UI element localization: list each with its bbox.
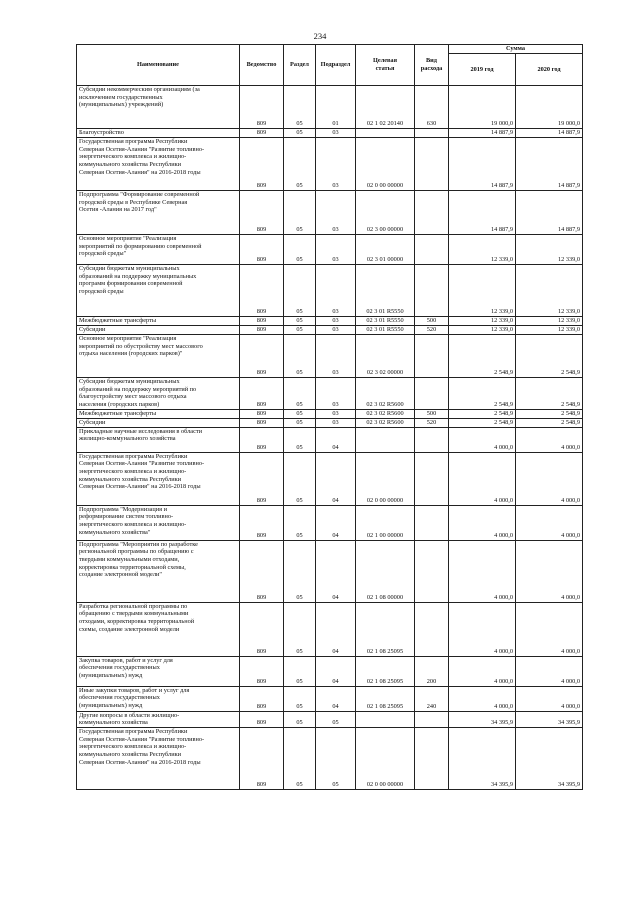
table-row [77, 427, 583, 452]
row-name: Субсидии [77, 418, 240, 427]
row-department: 809 [240, 265, 284, 317]
row-sum-2019: 34 395,9 [449, 711, 516, 727]
table-row [77, 409, 583, 418]
row-name: Подпрограмма "Мероприятия по разработке региональной программы по обращению с твердыми коммунальными отходами, корректировка территориальной схемы, создание электронной модели" [77, 540, 240, 602]
row-target-article: 02 3 02 00000 [356, 335, 415, 378]
row-sum-2019: 4 000,0 [449, 686, 516, 711]
row-subsection: 03 [316, 409, 356, 418]
row-sum-2020: 2 548,9 [516, 378, 583, 410]
row-sum-2020: 34 395,9 [516, 711, 583, 727]
header-sum: Сумма [449, 45, 583, 54]
row-target-article: 02 0 00 00000 [356, 452, 415, 505]
row-sum-2020: 4 000,0 [516, 452, 583, 505]
page-number: 234 [313, 31, 327, 41]
row-name: Межбюджетные трансферты [77, 317, 240, 326]
row-target-article: 02 1 00 00000 [356, 505, 415, 540]
table-row [77, 86, 583, 129]
row-target-article: 02 3 01 R5550 [356, 265, 415, 317]
row-section: 05 [284, 686, 316, 711]
row-name: Государственная программа Республики Северная Осетия-Алания "Развитие топливно- энергетического комплекса и жилищно- коммунального хозяйства Республики Северная Осетия-Алания" на 2016-2018 годы [77, 452, 240, 505]
table-row [77, 540, 583, 602]
row-expense-type: 630 [415, 86, 449, 129]
row-target-article: 02 3 01 R5550 [356, 326, 415, 335]
row-department: 809 [240, 540, 284, 602]
row-expense-type [415, 602, 449, 656]
row-sum-2020: 4 000,0 [516, 427, 583, 452]
table-row [77, 505, 583, 540]
row-expense-type [415, 335, 449, 378]
row-department: 809 [240, 418, 284, 427]
row-subsection: 03 [316, 418, 356, 427]
header-name: Наименование [77, 45, 240, 86]
row-sum-2020: 12 339,0 [516, 326, 583, 335]
row-expense-type [415, 711, 449, 727]
row-sum-2019: 4 000,0 [449, 602, 516, 656]
row-sum-2019: 2 548,9 [449, 409, 516, 418]
row-target-article: 02 0 00 00000 [356, 728, 415, 790]
row-sum-2020: 14 887,9 [516, 138, 583, 191]
row-department: 809 [240, 656, 284, 686]
table-row [77, 235, 583, 265]
row-section: 05 [284, 129, 316, 138]
row-target-article: 02 1 08 00000 [356, 540, 415, 602]
row-section: 05 [284, 656, 316, 686]
row-department: 809 [240, 728, 284, 790]
row-target-article: 02 3 00 00000 [356, 191, 415, 235]
row-expense-type [415, 191, 449, 235]
row-sum-2020: 4 000,0 [516, 540, 583, 602]
row-section: 05 [284, 602, 316, 656]
row-department: 809 [240, 452, 284, 505]
row-department: 809 [240, 409, 284, 418]
row-sum-2020: 4 000,0 [516, 656, 583, 686]
row-subsection: 03 [316, 378, 356, 410]
row-sum-2020: 14 887,9 [516, 191, 583, 235]
row-sum-2019: 4 000,0 [449, 656, 516, 686]
table-row [77, 335, 583, 378]
table-row [77, 711, 583, 727]
row-subsection: 03 [316, 335, 356, 378]
row-sum-2019: 34 395,9 [449, 728, 516, 790]
row-section: 05 [284, 711, 316, 727]
table-row [77, 138, 583, 191]
row-target-article: 02 3 02 R5600 [356, 418, 415, 427]
row-sum-2020: 2 548,9 [516, 418, 583, 427]
row-sum-2019: 2 548,9 [449, 335, 516, 378]
row-section: 05 [284, 728, 316, 790]
row-name: Субсидии некоммерческим организациям (за исключением государственных (муниципальных) учреждений) [77, 86, 240, 129]
row-name: Другие вопросы в области жилищно- коммунального хозяйства [77, 711, 240, 727]
row-sum-2019: 19 000,0 [449, 86, 516, 129]
row-department: 809 [240, 686, 284, 711]
row-department: 809 [240, 86, 284, 129]
row-expense-type [415, 505, 449, 540]
row-expense-type [415, 129, 449, 138]
table-row [77, 728, 583, 790]
row-name: Межбюджетные трансферты [77, 409, 240, 418]
row-sum-2020: 2 548,9 [516, 409, 583, 418]
row-section: 05 [284, 265, 316, 317]
row-sum-2020: 2 548,9 [516, 335, 583, 378]
row-sum-2020: 4 000,0 [516, 686, 583, 711]
table-row [77, 265, 583, 317]
row-section: 05 [284, 452, 316, 505]
row-name: Закупка товаров, работ и услуг для обеспечения государственных (муниципальных) нужд [77, 656, 240, 686]
row-target-article: 02 0 00 00000 [356, 138, 415, 191]
row-department: 809 [240, 138, 284, 191]
row-section: 05 [284, 317, 316, 326]
row-target-article [356, 711, 415, 727]
row-subsection: 03 [316, 235, 356, 265]
header-subsection: Подраздел [316, 45, 356, 86]
row-sum-2019: 4 000,0 [449, 427, 516, 452]
row-expense-type: 520 [415, 326, 449, 335]
table-row [77, 317, 583, 326]
row-expense-type: 200 [415, 656, 449, 686]
row-target-article: 02 3 02 R5600 [356, 409, 415, 418]
row-subsection: 04 [316, 656, 356, 686]
row-department: 809 [240, 335, 284, 378]
row-section: 05 [284, 378, 316, 410]
row-sum-2020: 34 395,9 [516, 728, 583, 790]
row-sum-2020: 12 339,0 [516, 265, 583, 317]
row-section: 05 [284, 505, 316, 540]
row-section: 05 [284, 191, 316, 235]
row-target-article: 02 1 08 25095 [356, 656, 415, 686]
row-subsection: 03 [316, 191, 356, 235]
row-name: Субсидии бюджетам муниципальных образований на поддержку мероприятий по благоустройству мест массового отдыха населения (городских парков) [77, 378, 240, 410]
row-subsection: 03 [316, 129, 356, 138]
row-target-article: 02 1 02 20140 [356, 86, 415, 129]
row-name: Разработка региональной программы по обращению с твердыми коммунальными отходами, корректировка территориальной схемы, создание электронной модели [77, 602, 240, 656]
header-expense-type: Вид расхода [415, 45, 449, 86]
row-expense-type [415, 540, 449, 602]
row-department: 809 [240, 505, 284, 540]
row-name: Подпрограмма "Модернизация и реформирование систем топливно- энергетического комплекса и жилищно- коммунального хозяйства" [77, 505, 240, 540]
table-row [77, 602, 583, 656]
row-department: 809 [240, 191, 284, 235]
row-section: 05 [284, 335, 316, 378]
row-expense-type [415, 378, 449, 410]
row-sum-2019: 4 000,0 [449, 505, 516, 540]
row-subsection: 04 [316, 602, 356, 656]
row-sum-2019: 14 887,9 [449, 129, 516, 138]
header-target-article: Целевая статья [356, 45, 415, 86]
row-department: 809 [240, 129, 284, 138]
table-row [77, 656, 583, 686]
row-expense-type [415, 427, 449, 452]
row-department: 809 [240, 711, 284, 727]
row-target-article: 02 1 08 25095 [356, 686, 415, 711]
row-section: 05 [284, 326, 316, 335]
row-sum-2019: 14 887,9 [449, 191, 516, 235]
row-sum-2020: 12 339,0 [516, 235, 583, 265]
row-subsection: 03 [316, 138, 356, 191]
row-expense-type [415, 265, 449, 317]
header-year-2020: 2020 год [516, 54, 583, 86]
row-expense-type: 500 [415, 409, 449, 418]
row-sum-2020: 4 000,0 [516, 602, 583, 656]
row-subsection: 03 [316, 317, 356, 326]
row-department: 809 [240, 427, 284, 452]
row-sum-2020: 14 887,9 [516, 129, 583, 138]
row-sum-2019: 12 339,0 [449, 326, 516, 335]
row-expense-type: 240 [415, 686, 449, 711]
budget-table [76, 44, 583, 790]
row-target-article: 02 1 08 25095 [356, 602, 415, 656]
row-section: 05 [284, 427, 316, 452]
row-subsection: 04 [316, 540, 356, 602]
row-name: Иные закупки товаров, работ и услуг для обеспечения государственных (муниципальных) нужд [77, 686, 240, 711]
row-section: 05 [284, 138, 316, 191]
row-subsection: 05 [316, 728, 356, 790]
row-sum-2020: 4 000,0 [516, 505, 583, 540]
row-name: Благоустройство [77, 129, 240, 138]
row-section: 05 [284, 235, 316, 265]
row-name: Подпрограмма "Формирование современной городской среды в Республике Северная Осетия -Алания на 2017 год" [77, 191, 240, 235]
row-department: 809 [240, 326, 284, 335]
row-name: Субсидии [77, 326, 240, 335]
row-sum-2019: 2 548,9 [449, 378, 516, 410]
row-expense-type: 520 [415, 418, 449, 427]
row-sum-2019: 12 339,0 [449, 235, 516, 265]
row-department: 809 [240, 602, 284, 656]
row-target-article: 02 3 01 R5550 [356, 317, 415, 326]
row-subsection: 04 [316, 427, 356, 452]
row-target-article: 02 3 02 R5600 [356, 378, 415, 410]
row-name: Прикладные научные исследования в области жилищно-коммунального хозяйства [77, 427, 240, 452]
row-department: 809 [240, 317, 284, 326]
table-row [77, 686, 583, 711]
table-row [77, 191, 583, 235]
table-row [77, 452, 583, 505]
row-subsection: 01 [316, 86, 356, 129]
row-subsection: 03 [316, 265, 356, 317]
row-sum-2019: 2 548,9 [449, 418, 516, 427]
table-row [77, 129, 583, 138]
row-section: 05 [284, 86, 316, 129]
row-name: Основное мероприятие "Реализация мероприятий по формированию современной городской среды" [77, 235, 240, 265]
table-row [77, 418, 583, 427]
row-subsection: 04 [316, 452, 356, 505]
row-name: Основное мероприятие "Реализация мероприятий по обустройству мест массового отдыха населения (городских парков)" [77, 335, 240, 378]
row-name: Субсидии бюджетам муниципальных образований на поддержку муниципальных программ формирования современной городской среды [77, 265, 240, 317]
header-section: Раздел [284, 45, 316, 86]
header-year-2019: 2019 год [449, 54, 516, 86]
row-name: Государственная программа Республики Северная Осетия-Алания "Развитие топливно- энергетического комплекса и жилищно- коммунального хозяйства Республики Северная Осетия-Алания" на 2016-2018 годы [77, 728, 240, 790]
row-subsection: 04 [316, 505, 356, 540]
row-target-article [356, 427, 415, 452]
row-department: 809 [240, 378, 284, 410]
table-row [77, 326, 583, 335]
row-sum-2020: 19 000,0 [516, 86, 583, 129]
table-row [77, 378, 583, 410]
row-sum-2019: 12 339,0 [449, 317, 516, 326]
row-subsection: 05 [316, 711, 356, 727]
row-expense-type [415, 452, 449, 505]
row-sum-2019: 4 000,0 [449, 452, 516, 505]
header-department: Ведомство [240, 45, 284, 86]
row-subsection: 04 [316, 686, 356, 711]
row-target-article [356, 129, 415, 138]
row-section: 05 [284, 409, 316, 418]
row-name: Государственная программа Республики Северная Осетия-Алания "Развитие топливно- энергетического комплекса и жилищно- коммунального хозяйства Республики Северная Осетия-Алания" на 2016-2018 годы [77, 138, 240, 191]
row-expense-type [415, 138, 449, 191]
row-expense-type [415, 728, 449, 790]
row-section: 05 [284, 540, 316, 602]
row-expense-type [415, 235, 449, 265]
row-subsection: 03 [316, 326, 356, 335]
row-sum-2019: 4 000,0 [449, 540, 516, 602]
row-sum-2020: 12 339,0 [516, 317, 583, 326]
row-sum-2019: 14 887,9 [449, 138, 516, 191]
row-sum-2019: 12 339,0 [449, 265, 516, 317]
row-section: 05 [284, 418, 316, 427]
row-target-article: 02 3 01 00000 [356, 235, 415, 265]
row-expense-type: 500 [415, 317, 449, 326]
row-department: 809 [240, 235, 284, 265]
